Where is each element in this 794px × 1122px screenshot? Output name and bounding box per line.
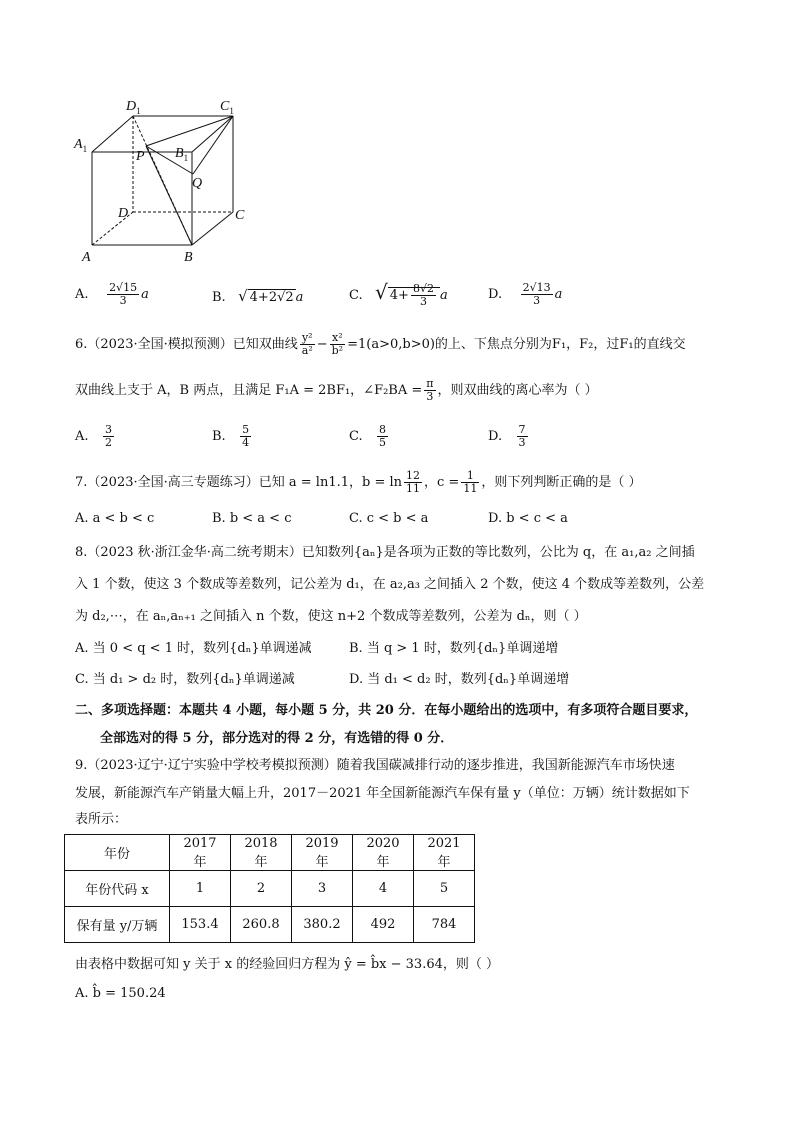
table-cell: 年份 xyxy=(65,835,170,871)
table-row xyxy=(65,835,475,871)
q8-option-a[interactable]: A. 当 0 < q < 1 时，数列{dₙ}单调递减 xyxy=(75,641,312,656)
q8-line-3: 为 d₂,⋯，在 aₙ,aₙ₊₁ 之间插入 n 个数，使这 n+2 个数成等差数列，公差为 dₙ，则（ ） xyxy=(75,609,587,624)
label-B1: $B_1$ xyxy=(175,146,189,163)
table-cell: 3 xyxy=(292,871,353,907)
q7-option-c[interactable]: C. c < b < a xyxy=(349,511,429,526)
q8-line-1: 8.（2023 秋·浙江金华·高二统考期末）已知数列{aₙ}是各项为正数的等比数列，公比为 q，在 a₁,a₂ 之间插 xyxy=(75,545,695,560)
table-cell: 2019 年 xyxy=(292,835,353,871)
table-cell: 153.4 xyxy=(170,907,231,943)
section-2-heading-line-2: 全部选对的得 5 分，部分选对的得 2 分，有选错的得 0 分． xyxy=(100,731,454,746)
q8-option-d[interactable]: D. 当 d₁ < d₂ 时，数列{dₙ}单调递增 xyxy=(349,672,570,687)
label-Q: Q xyxy=(192,176,203,191)
table-cell: 2020 年 xyxy=(353,835,414,871)
q6-option-c[interactable]: C. $\frac{8}{5}$ xyxy=(349,423,387,450)
table-cell: 2021 年 xyxy=(414,835,475,871)
q7-option-b[interactable]: B. b < a < c xyxy=(212,511,292,526)
q7-option-a[interactable]: A. a < b < c xyxy=(75,511,155,526)
q5-option-d[interactable]: D. $\frac{2√13}{3}$ a xyxy=(488,281,563,308)
table-cell: 492 xyxy=(353,907,414,943)
q9-line-3: 表所示： xyxy=(75,812,128,827)
table-cell: 380.2 xyxy=(292,907,353,943)
label-A: A xyxy=(82,250,91,265)
q9-line-1: 9.（2023·辽宁·辽宁实验中学校考模拟预测）随着我国碳减排行动的逐步推进，我国新能源汽车市场快速 xyxy=(75,758,675,773)
table-cell: 保有量 y/万辆 xyxy=(65,907,170,943)
label-A1: $A_1$ xyxy=(74,137,88,154)
q5-option-c[interactable]: C. √ 4+ $\frac{8√2}{3}$ a xyxy=(349,280,448,308)
table-cell: 年份代码 x xyxy=(65,871,170,907)
q8-option-c[interactable]: C. 当 d₁ > d₂ 时，数列{dₙ}单调递减 xyxy=(75,672,295,687)
table-cell: 4 xyxy=(353,871,414,907)
table-cell: 2017 年 xyxy=(170,835,231,871)
label-D: D xyxy=(118,206,129,221)
q7-stem: 7.（2023·全国·高三专题练习）已知 a = ln1.1，b = ln $\frac{12}{11}$ ，c = $\frac{1}{11}$ ，则下列判断正确的是（ ） xyxy=(75,469,642,496)
q8-option-b[interactable]: B. 当 q > 1 时，数列{dₙ}单调递增 xyxy=(349,641,559,656)
table-row xyxy=(65,907,475,943)
q5-option-b[interactable]: B. √ 4+2√2 a xyxy=(212,287,304,305)
q8-line-2: 入 1 个数，使这 3 个数成等差数列，记公差为 d₁，在 a₂,a₃ 之间插入 2 个数，使这 4 个数成等差数列，公差 xyxy=(75,577,705,592)
table-cell: 260.8 xyxy=(231,907,292,943)
table-cell: 784 xyxy=(414,907,475,943)
label-C1: $C_1$ xyxy=(220,99,234,116)
edge-A1-D1 xyxy=(92,116,133,152)
edge-B-C xyxy=(192,212,233,245)
q7-option-d[interactable]: D. b < c < a xyxy=(488,511,568,526)
q6-option-a[interactable]: A. $\frac{3}{2}$ xyxy=(75,423,112,450)
q6-option-d[interactable]: D. $\frac{7}{3}$ xyxy=(488,423,526,450)
q9-regression-stem: 由表格中数据可知 y 关于 x 的经验回归方程为 ŷ = b̂x − 33.64，则（ ） xyxy=(75,957,499,972)
q9-data-table xyxy=(64,834,475,943)
q6-line-2: 双曲线上支于 A，B 两点，且满足 F₁A = 2BF₁，∠F₂BA = $\frac{\pi}{3}$ ，则双曲线的离心率为（ ） xyxy=(75,377,598,404)
label-C: C xyxy=(235,208,245,223)
label-D1: $D_1$ xyxy=(126,99,141,116)
q6-option-b[interactable]: B. $\frac{5}{4}$ xyxy=(212,423,250,450)
cube-figure xyxy=(60,90,260,270)
q5-option-a[interactable]: A. $\frac{2√15}{3}$ a xyxy=(75,281,149,308)
table-cell: 2018 年 xyxy=(231,835,292,871)
label-P: P xyxy=(136,149,145,164)
table-cell: 5 xyxy=(414,871,475,907)
q9-option-a[interactable]: A. b̂ = 150.24 xyxy=(75,986,166,1001)
table-cell: 2 xyxy=(231,871,292,907)
table-cell: 1 xyxy=(170,871,231,907)
segment-Q-C1 xyxy=(193,116,233,174)
q6-line-1: 6.（2023·全国·模拟预测）已知双曲线 $\frac{\text{y²}}{\text{a²}}$ − $\frac{\text{x²}}{\text{b²}}$ =1(a>0,b>0)的上、下焦点分别为F₁，F₂，过F₁的直线交 xyxy=(75,331,686,358)
label-B: B xyxy=(184,250,193,265)
segment-P-C1 xyxy=(146,116,233,146)
table-row xyxy=(65,871,475,907)
q9-line-2: 发展，新能源汽车产销量大幅上升，2017－2021 年全国新能源汽车保有量 y（单位：万辆）统计数据如下 xyxy=(75,786,690,801)
section-2-heading-line-1: 二、多项选择题：本题共 4 小题，每小题 5 分，共 20 分．在每小题给出的选项中，有多项符合题目要求， xyxy=(75,703,698,718)
